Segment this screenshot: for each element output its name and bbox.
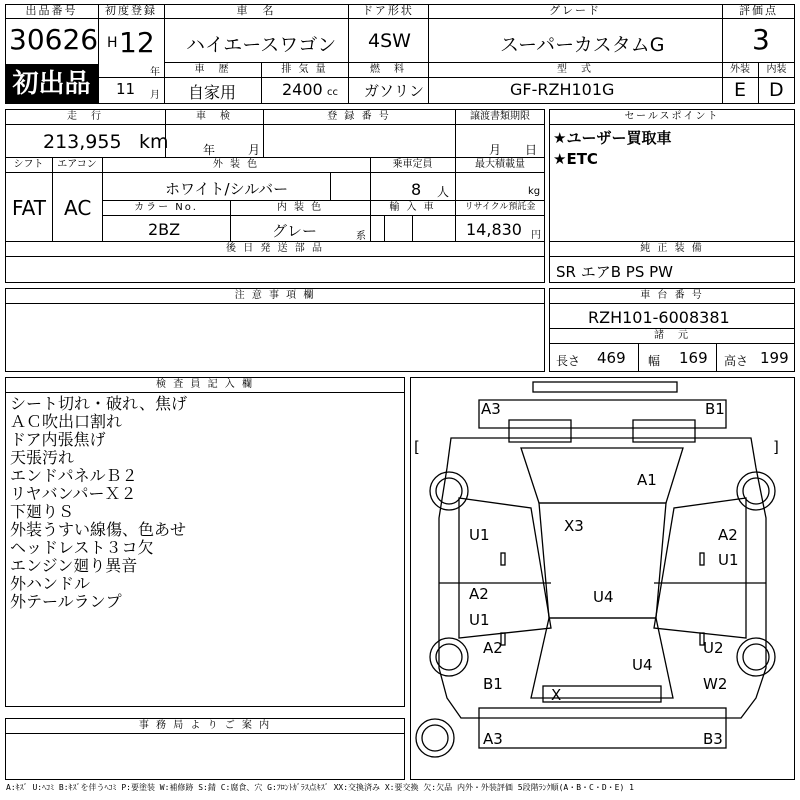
lot-no-label: 出品番号 (5, 4, 98, 19)
diagram-rear-right: B3 (703, 730, 723, 748)
displacement: 2400 (282, 80, 323, 99)
door-label: ドア形状 (348, 4, 428, 19)
model-label: 型 式 (557, 64, 593, 75)
sales-points-list (553, 128, 671, 170)
note-line: 外ハンドル (10, 574, 91, 593)
capacity-unit: 人 (437, 185, 450, 199)
score: 3 (752, 23, 770, 56)
inspection-year-unit: 年 (203, 143, 216, 157)
year-unit: 年 (150, 67, 160, 78)
capacity: 8 (411, 180, 422, 199)
grade-label: グレード (428, 4, 722, 19)
diagram-rear-left: A3 (483, 730, 503, 748)
note-line: ヘッドレスト３コ欠 (10, 538, 154, 557)
equipment-label: 純 正 装 備 (640, 243, 704, 254)
diagram-rear-bumper: X (551, 686, 562, 704)
history-label: 車 歴 (194, 64, 231, 75)
displacement-unit: cc (327, 87, 338, 98)
month-unit: 月 (150, 90, 160, 101)
interior-grade: D (769, 79, 784, 101)
first-reg-month: 11 (116, 80, 136, 98)
note-line: 外装うすい線傷、色あせ (10, 520, 187, 539)
diagram-right-front2: U1 (718, 551, 739, 569)
history: 自家用 (188, 83, 237, 102)
note-line: リヤバンパーＸ２ (10, 484, 137, 503)
recycle-unit: 円 (531, 230, 541, 241)
note-line: シート切れ・破れ、焦げ (10, 394, 187, 413)
grade: スーパーカスタムG (500, 34, 665, 56)
import-label: 輸 入 車 (389, 202, 436, 213)
transfer-month-unit: 月 (489, 143, 502, 157)
inspector-label: 検 査 員 記 入 欄 (156, 379, 254, 390)
legend: A:ｷｽﾞ U:ﾍｺﾐ B:ｷｽﾞを伴うﾍｺﾐ P:要塗装 W:補修跡 S:錆 C:腐食、穴 G:ﾌﾛﾝﾄｶﾞﾗｽ点ｷｽﾞ XX:交換済み X:要交換 欠:欠品 内外・外装評価 5段階ﾗﾝｸ順(A・B・C・D・E) 1 (6, 783, 634, 792)
capacity-label: 乗車定員 (392, 159, 433, 170)
diagram-right-back-b: W2 (703, 675, 728, 693)
width-label: 幅 (648, 354, 661, 368)
sales-point: ★ETC (553, 150, 598, 168)
length: 469 (597, 349, 626, 367)
diagram-left-front: U1 (469, 526, 490, 544)
mileage-label: 走 行 (67, 111, 103, 122)
diagram-rear-center: U4 (632, 656, 653, 674)
exterior-grade: E (734, 79, 747, 101)
fuel-label: 燃 料 (370, 64, 406, 75)
later-parts-label: 後 日 発 送 部 品 (226, 243, 324, 254)
era: H (107, 35, 118, 51)
chassis-number: RZH101-6008381 (588, 308, 730, 327)
first-reg-label: 初度登録 (98, 4, 164, 19)
shift: FAT (12, 196, 47, 220)
height-label: 高さ (724, 354, 749, 368)
transfer-day-unit: 日 (525, 143, 538, 157)
inspection-month-unit: 月 (248, 143, 261, 157)
sales-points-label: セールスポイント (624, 111, 720, 122)
recycle-fee: 14,830 (466, 220, 522, 239)
max-load-label: 最大積載量 (475, 159, 525, 170)
mileage: 213,955 (43, 131, 122, 153)
door-type: 4SW (368, 30, 411, 52)
equipment: SR エアB PS PW (556, 263, 673, 281)
chassis-label: 車 台 番 号 (640, 290, 704, 301)
diagram-windshield: X3 (564, 517, 584, 535)
shift-label: シフト (13, 159, 44, 170)
note-line: ドア内張焦げ (10, 430, 106, 449)
length-label: 長さ (556, 354, 581, 368)
model: GF-RZH101G (510, 80, 615, 99)
int-color-unit: 系 (356, 231, 366, 242)
diagram-bracket-l: [ (414, 438, 420, 456)
recycle-label: リサイクル預託金 (464, 202, 536, 212)
note-line: 天張汚れ (10, 448, 75, 467)
lot-number: 30626 (9, 23, 99, 56)
diagram-front-right: B1 (705, 400, 725, 418)
diagram-right-back-a: U2 (703, 639, 724, 657)
diagram-left-back-a: A2 (483, 639, 503, 657)
ac-label: エアコン (57, 159, 97, 170)
note-line: 下廻りＳ (10, 502, 75, 521)
height: 199 (760, 349, 789, 367)
first-reg-year: 12 (119, 26, 155, 59)
width: 169 (679, 349, 708, 367)
color-no-label: カラー No. (134, 202, 198, 213)
inspection-label: 車 検 (196, 111, 232, 122)
note-line: 外テールランプ (10, 592, 122, 611)
office-label: 事 務 局 よ り ご 案 内 (138, 720, 272, 731)
max-load-unit: kg (528, 186, 541, 197)
exterior-label: 外装 (730, 64, 750, 75)
ext-color: ホワイト/シルバー (165, 180, 289, 198)
inspector-notes-list (10, 395, 187, 611)
fuel: ガソリン (364, 82, 425, 100)
diagram-center: U4 (593, 588, 614, 606)
mileage-unit: km (139, 131, 169, 153)
ext-color-label: 外 装 色 (212, 159, 260, 170)
car-outline-svg (411, 378, 794, 779)
transfer-label: 譲渡書類期限 (470, 111, 530, 122)
sales-point: ★ユーザー買取車 (553, 129, 672, 147)
first-listing-badge: 初出品 (5, 64, 98, 104)
diagram-front-left: A3 (481, 400, 501, 418)
diagram-left-rear-b: U1 (469, 611, 490, 629)
note-line: ＡＣ吹出口割れ (10, 412, 123, 431)
diagram-right-front: A2 (718, 526, 738, 544)
ac: AC (64, 196, 92, 220)
int-color: グレー (272, 222, 318, 240)
car-name: ハイエースワゴン (186, 34, 337, 56)
interior-label: 内装 (766, 64, 787, 75)
car-name-label: 車 名 (164, 4, 348, 19)
note-line: エンドパネルＢ２ (10, 466, 138, 485)
caution-label: 注 意 事 項 欄 (234, 290, 316, 301)
damage-diagram (410, 377, 795, 780)
dims-label: 諸 元 (654, 330, 690, 341)
diagram-left-rear-a: A2 (469, 585, 489, 603)
diagram-left-back-b: B1 (483, 675, 503, 693)
diagram-bracket-r: ] (773, 438, 779, 456)
color-no: 2BZ (148, 220, 181, 239)
int-color-label: 内 装 色 (276, 202, 324, 213)
note-line: エンジン廻り異音 (10, 556, 138, 575)
displacement-label: 排 気 量 (281, 64, 328, 75)
score-label: 評価点 (722, 4, 795, 19)
diagram-roof: A1 (637, 471, 657, 489)
reg-no-label: 登 録 番 号 (327, 111, 391, 122)
